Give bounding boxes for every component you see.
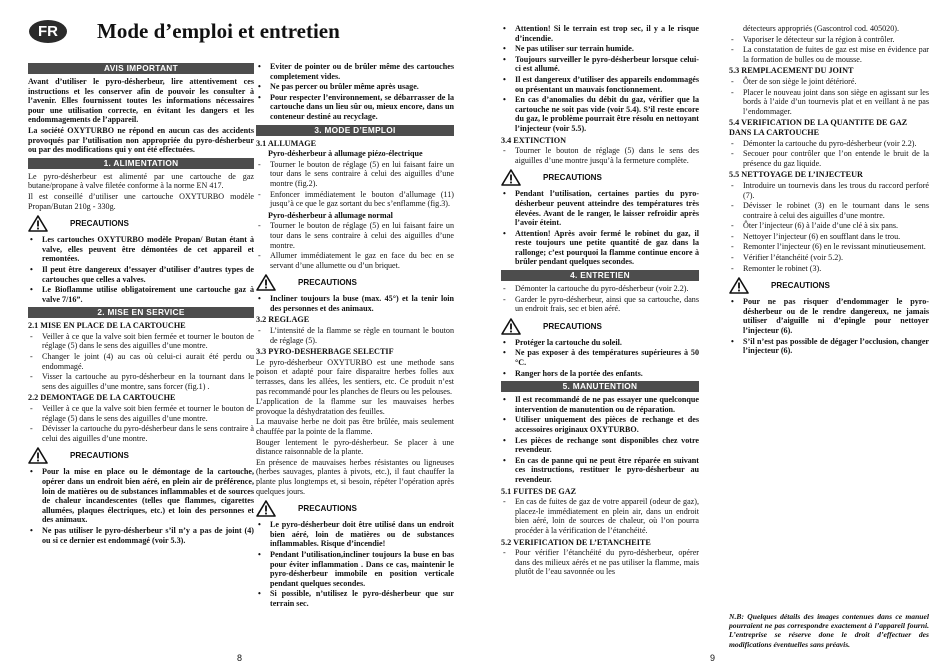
section-3-2-list — [256, 326, 454, 345]
precautions-heading — [28, 215, 254, 232]
list-item: • En cas de panne qui ne peut être réparée en suivant ces instructions, restituer le pyro-désherbeur au revendeur. — [501, 456, 699, 485]
section-2-2-title: 2.2 DEMONTAGE DE LA CARTOUCHE — [28, 393, 176, 403]
section-avis-header: AVIS IMPORTANT — [28, 63, 254, 74]
allumage-piezo-list — [256, 160, 454, 209]
list-item: • Il est dangereux d’utiliser des appareils endommagés ou présentant un mauvais fonctionnement. — [501, 75, 699, 94]
paragraph: L’application de la flamme sur les mauvaises herbes provoque la déshydratation des feuilles. — [256, 397, 454, 416]
section-5-4-title: 5.4 VERIFICATION DE LA QUANTITE DE GAZ DANS LA CARTOUCHE — [729, 118, 908, 137]
section-3-4-title: 3.4 EXTINCTION — [501, 135, 567, 145]
list-item: • Il est recommandé de ne pas essayer une quelconque intervention de manutention ou de réparation. — [501, 395, 699, 414]
list-item: - Dévisser la cartouche du pyro-désherbeur dans le sens contraire à celui des aiguilles d’une montre. — [28, 424, 254, 443]
language-badge: FR — [29, 20, 67, 43]
list-item: - Veiller à ce que la valve soit bien fermée et tourner le bouton de réglage (5) dans le sens des aiguilles d’une montre. — [28, 332, 254, 351]
precautions-heading — [256, 274, 454, 291]
paragraph: La mauvaise herbe ne doit pas être brûlée, mais seulement chauffée par la pointe de la flamme. — [256, 417, 454, 436]
section-3-1-title: 3.1 ALLUMAGE — [256, 138, 317, 148]
warning-icon — [256, 500, 276, 517]
paragraph: Le pyro-désherbeur OXYTURBO est une methode sans poison et adapté pour faire disparaitre herbes folles aux terrasses, dans les allées, les sentiers, etc. Ce produit n’est pas recommandé pour les planches de fleurs ou les pelouses. — [256, 357, 454, 396]
section-2-2-precautions-list — [28, 467, 254, 545]
list-item: - La constatation de fuites de gaz est mise en évidence par la formation de bulles ou de mousse. — [729, 45, 929, 64]
injecteur-precautions-list — [729, 297, 929, 356]
list-item: - Tourner le bouton de réglage (5) en lui faisant faire un tour dans le sens contraire à celui des aiguilles d’une montre. — [256, 221, 454, 250]
page-number-left: 8 — [237, 653, 243, 663]
precautions-heading — [501, 169, 699, 186]
list-item: • Pour ne pas risquer d’endommager le pyro-désherbeur ou de le rendre dangereux, ne jamais utiliser d’aiguille ni d’epingle pour nettoyer l’injecteur (6). — [729, 297, 929, 335]
list-item: - Placer le nouveau joint dans son siège en agissant sur les bords à l’aide d’un tournevis plat et en veillant à ne pas l’endommager. — [729, 88, 929, 117]
section-manutention-header: 5. MANUTENTION — [501, 381, 699, 392]
list-item: - Veiller à ce que la valve soit bien fermée et tourner le bouton de réglage (5) dans le sens des aiguilles d’une montre. — [28, 404, 254, 423]
list-item: - Ôter de son siège le joint détérioré. — [729, 77, 929, 87]
precautions-label: PRECAUTIONS — [70, 218, 129, 228]
entretien-list — [501, 284, 699, 314]
list-item: • Ne pas exposer à des températures supérieures à 50 °C. — [501, 348, 699, 367]
column-3 — [501, 24, 699, 579]
precautions-heading — [729, 277, 929, 294]
list-item: • Incliner toujours la buse (max. 45°) et la tenir loin des personnes et des animaux. — [256, 294, 454, 313]
extinction-precautions-list — [501, 189, 699, 267]
precautions-label: PRECAUTIONS — [771, 280, 830, 290]
precautions-heading — [28, 447, 254, 464]
list-item: • Pendant l’utilisation,incliner toujours la buse en bas pour éviter inflammation . Dans ce cas, maintenir le pyro-désherbeur immobile en position verticale pendant quelques secondes. — [256, 550, 454, 588]
section-2-1-title: 2.1 MISE EN PLACE DE LA CARTOUCHE — [28, 321, 186, 331]
section-5-5-list — [729, 181, 929, 273]
section-5-1-title: 5.1 FUITES DE GAZ — [501, 486, 577, 496]
precautions-label: PRECAUTIONS — [298, 503, 357, 513]
list-item: • Les pièces de rechange sont disponibles chez votre revendeur. — [501, 436, 699, 455]
list-item: • Le Bioflamme utilise obligatoirement une cartouche gaz à valve 7/16”. — [28, 285, 254, 304]
precautions-label: PRECAUTIONS — [70, 451, 129, 461]
detecteur-list — [729, 35, 929, 65]
footnote-block — [729, 612, 929, 650]
allumage-piezo-subtitle: Pyro-désherbeur à allumage piézo-électrique — [268, 149, 423, 159]
desherbage-precautions-list — [256, 520, 454, 608]
section-2-2-list — [28, 404, 254, 443]
list-item: - Vérifier l’étanchéité (voir 5.2). — [729, 253, 929, 263]
section-5-3-list — [729, 77, 929, 116]
list-item: • Toujours surveiller le pyro-désherbeur lorsque celui-ci est allumé. — [501, 55, 699, 74]
section-2-1-list — [28, 332, 254, 392]
section-5-1-list — [501, 497, 699, 535]
page-title: Mode d’emploi et entretien — [97, 19, 340, 43]
list-item: • Pour respecter l’environnement, se débarrasser de la cartouche dans un lieu sûr ou, mieux encore, dans un conteneur destiné au recyclage. — [256, 93, 454, 122]
list-item: - Démonter la cartouche du pyro-désherbeur (voir 2.2). — [729, 139, 929, 149]
list-item: • Protéger la cartouche du soleil. — [501, 338, 699, 348]
precautions-label: PRECAUTIONS — [298, 277, 357, 287]
list-item: - L’intensité de la flamme se règle en tournant le bouton de réglage (5). — [256, 326, 454, 345]
cartouche-warnings-list — [256, 62, 454, 122]
precautions-heading — [256, 500, 454, 517]
manutention-list — [501, 395, 699, 484]
section-5-4-list — [729, 139, 929, 169]
list-item: • Ne pas utiliser sur terrain humide. — [501, 44, 699, 54]
paragraph: Bouger lentement le pyro-désherbeur. Se placer à une distance raisonnable de la plante. — [256, 437, 454, 457]
allumage-normal-list — [256, 221, 454, 270]
avis-text: Avant d’utiliser le pyro-désherbeur, lire attentivement ces instructions et les conserver afin de pouvoir les consulter à l’avenir. Elles fournissent toutes les informations nécessaires pour une utilisation correcte, en évitant les dangers et les endommagements de l’appareil. — [28, 77, 254, 125]
list-item: - Changer le joint (4) au cas où celui-ci aurait été perdu ou endommagé. — [28, 352, 254, 371]
list-item: • Le pyro-désherbeur doit être utilisé dans un endroit bien aéré, loin de matières ou de substances inflammables. Risque d’incendie! — [256, 520, 454, 549]
list-item: - Enfoncer immédiatement le bouton d’allumage (11) jusqu’à ce que le gaz sortant du bec s’enflamme (fig.3). — [256, 190, 454, 209]
column-2 — [256, 62, 454, 611]
list-item: - Visser la cartouche au pyro-désherbeur en la tournant dans le sens des aiguilles d’une montre, sans forcer (fig.1) . — [28, 372, 254, 391]
list-item: - Remonter l’injecteur (6) en le revissant minutieusement. — [729, 242, 929, 252]
section-3-2-title: 3.2 REGLAGE — [256, 315, 310, 325]
paragraph: En présence de mauvaises herbes résistantes ou ligneuses (herbes sauvages, plantes à pivots, etc.), il faut chauffer la plante plus longtemps et, si besoin, répéter l’opération après quelques jours. — [256, 457, 454, 496]
list-item: • Ranger hors de la portée des enfants. — [501, 369, 699, 379]
section-entretien-header: 4. ENTRETIEN — [501, 270, 699, 281]
page-number-right: 9 — [710, 653, 716, 663]
warning-icon — [28, 447, 48, 464]
precautions-label: PRECAUTIONS — [543, 173, 602, 183]
list-item: • Les cartouches OXYTURBO modèle Propan/ Butan étant à valve, elles peuvent être démontées de cet appareil et remontées. — [28, 235, 254, 264]
list-item: • S’il n’est pas possible de dégager l’occlusion, changer l’injecteur (6). — [729, 337, 929, 356]
section-5-2-title: 5.2 VERIFICATION DE L’ETANCHEITE — [501, 537, 651, 547]
list-item: • Eviter de pointer ou de brûler même des cartouches completement vides. — [256, 62, 454, 81]
section-alimentation-header: 1. ALIMENTATION — [28, 158, 254, 169]
list-item: - En cas de fuites de gaz de votre appareil (odeur de gaz), placez-le immédiatement en plein air, dans un endroit bien aéré, loin de sources de chaleur, où l’on pourra procéder à la vérification de l’étanchéité. — [501, 497, 699, 535]
allumage-precautions-list — [256, 294, 454, 313]
warning-icon — [28, 215, 48, 232]
list-item: • Attention! Si le terrain est trop sec, il y a le risque d’incendie. — [501, 24, 699, 43]
warning-icon — [729, 277, 749, 294]
allumage-normal-subtitle: Pyro-désherbeur à allumage normal — [268, 210, 393, 220]
list-item: • Pour la mise en place ou le démontage de la cartouche, opérer dans un endroit bien aéré, en plein air de préférence, loin de matières ou de substances inflammables et de sources de chaleur incandescentes (telles que flammes, cigarettes allumées, plaques électriques, etc.) et loin des personnes et des animaux. — [28, 467, 254, 525]
list-item: • Il peut être dangereux d’essayer d’utiliser d’autres types de cartouches que celles a valves. — [28, 265, 254, 284]
list-item: - Tourner le bouton de réglage (5) en lui faisant faire un tour dans le sens contraire à celui des aiguilles d’une montre (fig.2). — [256, 160, 454, 189]
warning-icon — [501, 318, 521, 335]
list-item: • Si possible, n’utilisez le pyro-désherbeur que sur terrain sec. — [256, 589, 454, 608]
list-item: • Pendant l’utilisation, certaines parties du pyro-désherbeur peuvent atteindre des températures très élevées. Avant de le ranger, le laisser refroidir après l’avoir éteint. — [501, 189, 699, 227]
terrain-warnings-list — [501, 24, 699, 134]
page-right — [475, 0, 950, 668]
list-item: • Utiliser uniquement des pièces de rechange et des accessoires originaux OXYTURBO. — [501, 415, 699, 434]
list-item: • En cas d’anomalies du débit du gaz, vérifier que la cartouche ne soit pas vide (voir 5.4). S’il reste encore du gaz, le problème pourrait être résolu en nettoyant l’injecteur (voir 5.5). — [501, 95, 699, 133]
list-item: - Introduire un tournevis dans les trous du raccord perforé (7). — [729, 181, 929, 200]
list-item: • Ne pas utiliser le pyro-désherbeur s’il n’y a pas de joint (4) ou si ce dernier est endommagé (voir 5.3). — [28, 526, 254, 545]
entretien-precautions-list — [501, 338, 699, 378]
section-5-2-list — [501, 548, 699, 577]
list-item: - Secouer pour contrôler que l’on entende le bruit de la présence du gaz liquide. — [729, 149, 929, 168]
avis-text-2: La société OXYTURBO ne répond en aucun cas des accidents provoqués par l’utilisation non appropriée du pyro-désherbeur ou par des modifications qui y ont été effectuées. — [28, 125, 254, 155]
list-item: - Dévisser le robinet (3) en le tournant dans le sens contraire à celui des aiguilles d’une montre. — [729, 201, 929, 220]
precautions-heading — [501, 318, 699, 335]
section-5-3-title: 5.3 REMPLACEMENT DU JOINT — [729, 66, 854, 76]
list-item: - Nettoyer l’injecteur (6) en soufflant dans le trou. — [729, 232, 929, 242]
list-item: - Ôter l’injecteur (6) à l’aide d’une clé à six pans. — [729, 221, 929, 231]
footnote: N.B: Quelques détails des images contenues dans ce manuel pourraient ne pas correspondre exactement à l’appareil fourni. L’entreprise se réserve done le droit d’effectuer des modifications éventuelles sans préavis. — [729, 612, 929, 649]
section-mode-header: 3. MODE D’EMPLOI — [256, 125, 454, 136]
list-item: • Ne pas percer ou brûler même après usage. — [256, 82, 454, 92]
list-item: - Remonter le robinet (3). — [729, 264, 929, 274]
list-item: - Allumer immédiatement le gaz en face du bec en se servant d’une allumette ou d’un briquet. — [256, 251, 454, 270]
list-item: - Tourner le bouton de réglage (5) dans le sens des aiguilles d’une montre jusqu’à la fermeture complète. — [501, 146, 699, 165]
list-item: - Vaporiser le détecteur sur la région à contrôler. — [729, 35, 929, 45]
column-1 — [28, 60, 254, 547]
continued-text: détecteurs appropriés (Gascontrol cod. 405020). — [743, 24, 899, 33]
warning-icon — [256, 274, 276, 291]
list-item: - Garder le pyro-désherbeur, ainsi que sa cartouche, dans un endroit frais, sec et bien aéré. — [501, 295, 699, 314]
list-item: • Attention! Après avoir fermé le robinet du gaz, il reste toujours une petite quantité de gaz dans la rallonge; c’est pourquoi la flamme continue encore à brûler pendant quelques secondes. — [501, 229, 699, 267]
column-4 — [729, 24, 929, 358]
section-3-3-title: 3.3 PYRO-DESHERBAGE SELECTIF — [256, 347, 394, 357]
alimentation-text-2: Il est conseillé d’utiliser une cartouche OXYTURBO modèle Propan/Butan 210g - 330g. — [28, 191, 254, 211]
warning-icon — [501, 169, 521, 186]
section-5-5-title: 5.5 NETTOYAGE DE L’INJECTEUR — [729, 170, 863, 180]
precautions-label: PRECAUTIONS — [543, 321, 602, 331]
alimentation-text: Le pyro-désherbeur est alimenté par une cartouche de gaz butane/propane à valve filetée conforme à la norme EN 417. — [28, 171, 254, 191]
list-item: - Pour vérifier l’étanchéité du pyro-désherbeur, opérer dans des milieux aérés et ne pas utiliser la flamme, mais plutôt de l’eau savonnée ou les — [501, 548, 699, 577]
section-3-4-list — [501, 146, 699, 165]
section-mise-header: 2. MISE EN SERVICE — [28, 307, 254, 318]
alimentation-precautions-list — [28, 235, 254, 304]
list-item: - Démonter la cartouche du pyro-désherbeur (voir 2.2). — [501, 284, 699, 294]
